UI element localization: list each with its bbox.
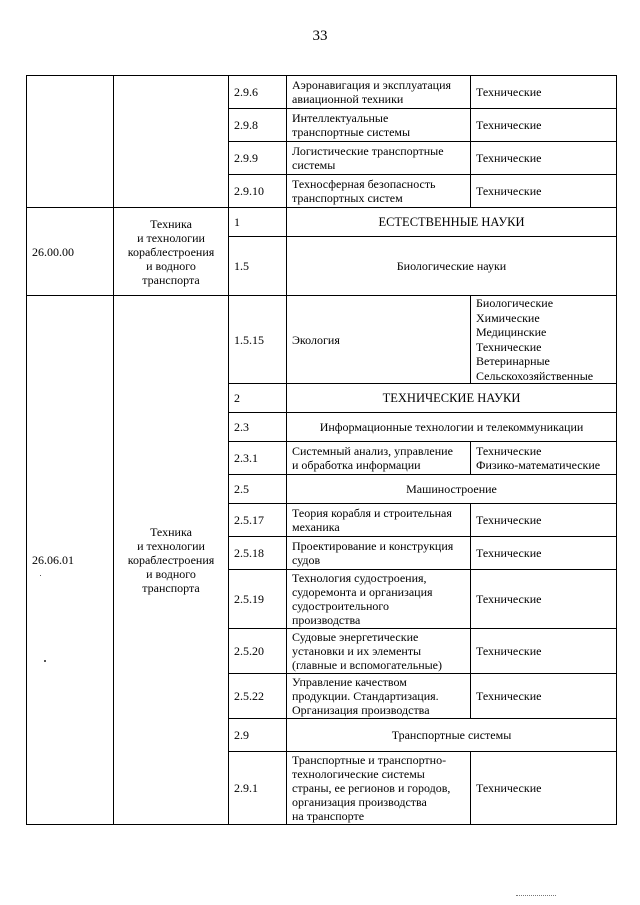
specialty-code: 2.3.1 bbox=[229, 442, 287, 475]
specialty-code: 2.9.9 bbox=[229, 142, 287, 175]
table-row bbox=[27, 76, 617, 109]
science-branch: Технические bbox=[471, 674, 617, 719]
specialty-name: Управление качеством продукции. Стандартизация. Организация производства bbox=[287, 674, 471, 719]
direction-title: Техника и технологии кораблестроения и водного транспорта bbox=[114, 296, 229, 825]
specialty-code: 2.5.22 bbox=[229, 674, 287, 719]
empty-cell bbox=[114, 76, 229, 208]
section-heading: Информационные технологии и телекоммуникации bbox=[287, 413, 617, 442]
scan-mark bbox=[516, 895, 556, 897]
section-code: 1.5 bbox=[229, 237, 287, 296]
science-branch: Технические bbox=[471, 76, 617, 109]
science-branch: Технические bbox=[471, 537, 617, 570]
specialty-name: Транспортные и транспортно- технологические системы страны, ее регионов и городов, организация производства на транспорте bbox=[287, 752, 471, 825]
science-branch: Технические bbox=[471, 504, 617, 537]
direction-title: Техника и технологии кораблестроения и водного транспорта bbox=[114, 208, 229, 296]
section-heading: Машиностроение bbox=[287, 475, 617, 504]
specialty-code: 2.9.8 bbox=[229, 109, 287, 142]
specialty-name: Технология судостроения, судоремонта и организация судостроительного производства bbox=[287, 570, 471, 629]
scan-speck bbox=[40, 575, 41, 576]
specialty-name: Аэронавигация и эксплуатация авиационной техники bbox=[287, 76, 471, 109]
specialty-code: 2.5.18 bbox=[229, 537, 287, 570]
specialty-code: 2.5.19 bbox=[229, 570, 287, 629]
specialty-code: 2.5.17 bbox=[229, 504, 287, 537]
science-branch: Технические bbox=[471, 175, 617, 208]
specialty-name: Системный анализ, управление и обработка информации bbox=[287, 442, 471, 475]
science-branch: Технические bbox=[471, 570, 617, 629]
section-heading: Биологические науки bbox=[287, 237, 617, 296]
science-branch: Технические Физико-математические bbox=[471, 442, 617, 475]
specialty-code: 2.9.10 bbox=[229, 175, 287, 208]
specialty-name: Судовые энергетические установки и их элементы (главные и вспомогательные) bbox=[287, 629, 471, 674]
table-row bbox=[27, 296, 617, 384]
table-row bbox=[27, 208, 617, 237]
science-branch: Технические bbox=[471, 109, 617, 142]
direction-code: 26.06.01 bbox=[27, 296, 114, 825]
science-branch: Биологические Химические Медицинские Технические Ветеринарные Сельскохозяйственные bbox=[471, 296, 617, 384]
empty-cell bbox=[27, 76, 114, 208]
direction-code: 26.00.00 bbox=[27, 208, 114, 296]
section-code: 2 bbox=[229, 384, 287, 413]
science-branch: Технические bbox=[471, 629, 617, 674]
specialties-table bbox=[26, 75, 617, 825]
science-branch: Технические bbox=[471, 752, 617, 825]
section-code: 2.5 bbox=[229, 475, 287, 504]
section-code: 2.9 bbox=[229, 719, 287, 752]
specialty-name: Логистические транспортные системы bbox=[287, 142, 471, 175]
section-code: 1 bbox=[229, 208, 287, 237]
scan-speck bbox=[44, 660, 46, 662]
specialty-code: 2.9.1 bbox=[229, 752, 287, 825]
specialty-code: 2.9.6 bbox=[229, 76, 287, 109]
page-number: 33 bbox=[312, 28, 328, 44]
section-code: 2.3 bbox=[229, 413, 287, 442]
section-heading: ТЕХНИЧЕСКИЕ НАУКИ bbox=[287, 384, 617, 413]
specialty-name: Интеллектуальные транспортные системы bbox=[287, 109, 471, 142]
specialty-code: 2.5.20 bbox=[229, 629, 287, 674]
science-branch: Технические bbox=[471, 142, 617, 175]
section-heading: ЕСТЕСТВЕННЫЕ НАУКИ bbox=[287, 208, 617, 237]
specialty-name: Теория корабля и строительная механика bbox=[287, 504, 471, 537]
specialty-name: Техносферная безопасность транспортных систем bbox=[287, 175, 471, 208]
specialty-name: Экология bbox=[287, 296, 471, 384]
section-heading: Транспортные системы bbox=[287, 719, 617, 752]
specialty-code: 1.5.15 bbox=[229, 296, 287, 384]
specialty-name: Проектирование и конструкция судов bbox=[287, 537, 471, 570]
